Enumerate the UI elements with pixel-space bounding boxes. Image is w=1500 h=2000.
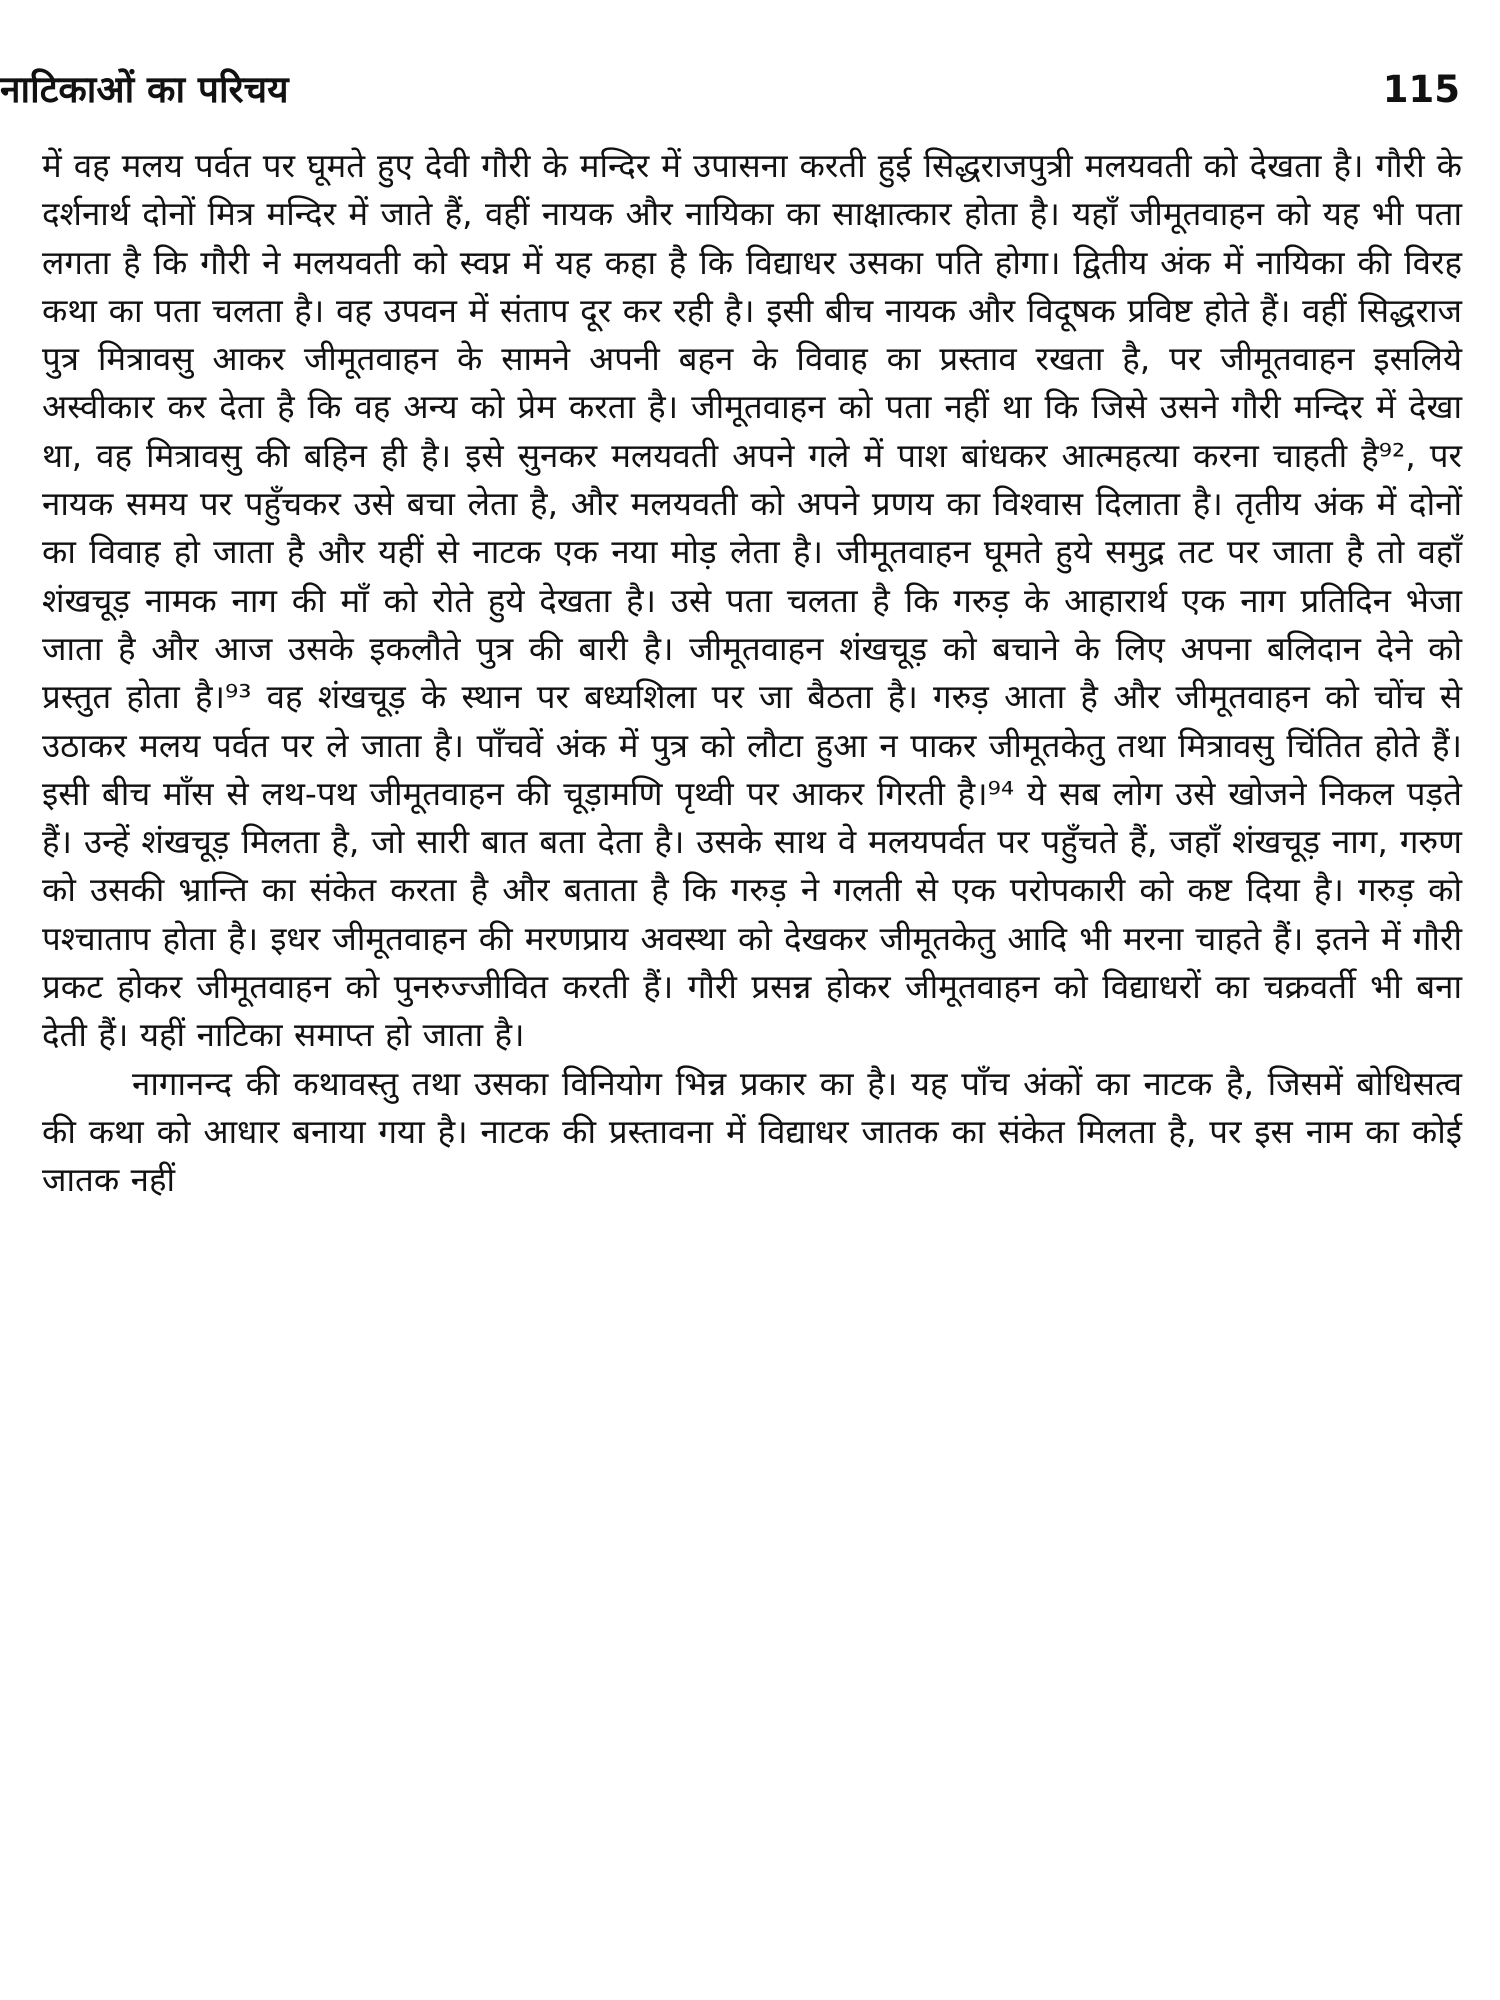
body-paragraph-continued: में वह मलय पर्वत पर घूमते हुए देवी गौरी के मन्दिर में उपासना करती हुई सिद्धराजपुत्री मलयवती को देखता है। गौरी के दर्शनार्थ दोनों मित्र मन्दिर में जाते हैं, वहीं नायक और नायिका का साक्षात्कार होता है। यहाँ जीमूतवाहन को यह भी पता लगता है कि गौरी ने मलयवती को स्वप्न में यह कहा है कि विद्याधर उसका पति होगा। द्वितीय अंक में नायिका की विरह कथा का पता चलता है। वह उपवन में संताप दूर कर रही है। इसी बीच नायक और विदूषक प्रविष्ट होते हैं। वहीं सिद्धराज पुत्र मित्रावसु आकर जीमूतवाहन के सामने अपनी बहन के विवाह का प्रस्ताव रखता है, पर जीमूतवाहन इसलिये अस्वीकार कर देता है कि वह अन्य को प्रेम करता है। जीमूतवाहन को पता नहीं था कि जिसे उसने गौरी मन्दिर में देखा था, वह मित्रावसु की बहिन ही है। इसे सुनकर मलयवती अपने गले में पाश बांधकर आत्महत्या करना चाहती है⁹², पर नायक समय पर पहुँचकर उसे बचा लेता है, और मलयवती को अपने प्रणय का विश्वास दिलाता है। तृतीय अंक में दोनों का विवाह हो जाता है और यहीं से नाटक एक नया मोड़ लेता है। जीमूतवाहन घूमते हुये समुद्र तट पर जाता है तो वहाँ शंखचूड़ नामक नाग की माँ को रोते हुये देखता है। उसे पता चलता है कि गरुड़ के आहारार्थ एक नाग प्रतिदिन भेजा जाता है और आज उसके इकलौते पुत्र की बारी है। जीमूतवाहन शंखचूड़ को बचाने के लिए अपना बलिदान देने को प्रस्तुत होता है।⁹³ वह शंखचूड़ के स्थान पर बध्यशिला पर जा बैठता है। गरुड़ आता है और जीमूतवाहन को चोंच से उठाकर मलय पर्वत पर ले जाता है। पाँचवें अंक में पुत्र को लौटा हुआ न पाकर जीमूतकेतु तथा मित्रावसु चिंतित होते हैं। इसी बीच माँस से लथ-पथ जीमूतवाहन की चूड़ामणि पृथ्वी पर आकर गिरती है।⁹⁴ ये सब लोग उसे खोजने निकल पड़ते हैं। उन्हें शंखचूड़ मिलता है, जो सारी बात बता देता है। उसके साथ वे मलयपर्वत पर पहुँचते हैं, जहाँ शंखचूड़ नाग, गरुण को उसकी भ्रान्ति का संकेत करता है और बताता है कि गरुड़ ने गलती से एक परोपकारी को कष्ट दिया है। गरुड़ को पश्चाताप होता है। इधर जीमूतवाहन की मरणप्राय अवस्था को देखकर जीमूतकेतु आदि भी मरना चाहते हैं। इतने में गौरी प्रकट होकर जीमूतवाहन को पुनरुज्जीवित करती हैं। गौरी प्रसन्न होकर जीमूतवाहन को विद्याधरों का चक्रवर्ती भी बना देती हैं। यहीं नाटिका समाप्त हो जाता है। — [42, 146, 1462, 1055]
body-paragraph: नागानन्द की कथावस्तु तथा उसका विनियोग भिन्न प्रकार का है। यह पाँच अंकों का नाटक है, जिसमें बोधिसत्व की कथा को आधार बनाया गया है। नाटक की प्रस्तावना में विद्याधर जातक का संकेत मिलता है, पर इस नाम का कोई जातक नहीं — [42, 1063, 1462, 1200]
running-title: नाटिकाओं का परिचय — [0, 68, 289, 111]
page-body — [42, 142, 1462, 1205]
page-header — [0, 60, 1500, 120]
page-number: 115 — [1382, 68, 1460, 111]
